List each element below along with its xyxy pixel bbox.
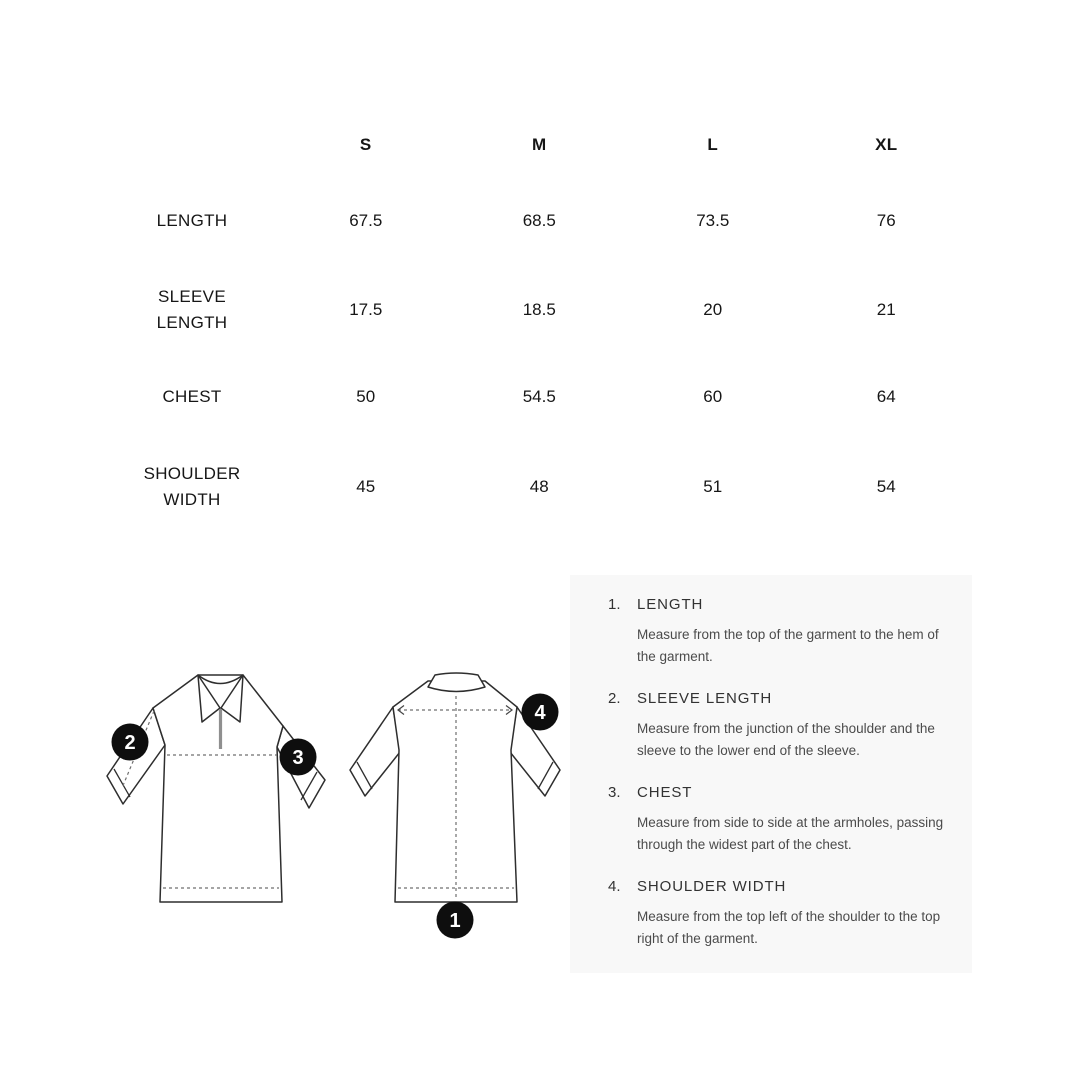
- cell-value: 76: [876, 211, 896, 230]
- marker-1-number: 1: [449, 910, 461, 932]
- cell-value: 21: [876, 300, 896, 319]
- marker-4-number: 4: [534, 702, 546, 724]
- back-left-sleeve: [350, 707, 400, 796]
- table-row-shoulder-width: [0, 460, 1080, 514]
- marker-3-badge: [280, 739, 317, 776]
- row-label: CHEST: [162, 387, 222, 406]
- definition-item-length: [608, 595, 972, 668]
- cell-value: 73.5: [696, 211, 730, 230]
- definition-number: 3.: [608, 784, 621, 801]
- definition-term: CHEST: [637, 784, 693, 801]
- column-header-s: S: [359, 135, 372, 154]
- column-header-m: M: [532, 135, 547, 154]
- definition-number: 1.: [608, 596, 621, 613]
- definition-description: Measure from the junction of the shoulder and the sleeve to the lower end of the sleeve.: [637, 721, 935, 758]
- table-row-length: [0, 206, 1080, 236]
- row-label: SHOULDER WIDTH: [143, 464, 241, 509]
- definition-term: LENGTH: [637, 596, 704, 613]
- cell-value: 67.5: [349, 211, 383, 230]
- cell-value: 18.5: [522, 300, 556, 319]
- cell-value: 54: [876, 477, 896, 496]
- cell-value: 50: [356, 387, 376, 406]
- definition-number: 4.: [608, 878, 621, 895]
- front-shirt-drawing: [107, 675, 325, 902]
- measurement-definitions-panel: [570, 575, 972, 973]
- definition-term: SLEEVE LENGTH: [637, 690, 773, 707]
- cell-value: 51: [703, 477, 723, 496]
- row-label: SLEEVE LENGTH: [156, 287, 228, 332]
- table-row-sleeve-length: [0, 283, 1080, 337]
- definition-item-chest: [608, 783, 972, 856]
- size-chart-header-row: [0, 130, 1080, 160]
- table-row-chest: [0, 382, 1080, 412]
- column-header-xl: XL: [875, 135, 898, 154]
- column-header-l: L: [707, 135, 719, 154]
- marker-4-badge: [522, 694, 559, 731]
- cell-value: 20: [703, 300, 723, 319]
- marker-2-number: 2: [124, 732, 136, 754]
- back-body: [393, 681, 517, 902]
- definition-item-sleeve-length: [608, 689, 972, 762]
- cell-value: 54.5: [522, 387, 556, 406]
- cell-value: 68.5: [522, 211, 556, 230]
- definition-term: SHOULDER WIDTH: [637, 878, 787, 895]
- marker-2-badge: [112, 724, 149, 761]
- cell-value: 64: [876, 387, 896, 406]
- definition-description: Measure from the top of the garment to the hem of the garment.: [637, 627, 939, 664]
- cell-value: 17.5: [349, 300, 383, 319]
- definition-number: 2.: [608, 690, 621, 707]
- cell-value: 60: [703, 387, 723, 406]
- definition-item-shoulder-width: [608, 877, 972, 950]
- cell-value: 48: [529, 477, 549, 496]
- definition-description: Measure from the top left of the shoulder to the top right of the garment.: [637, 909, 941, 946]
- garment-measurement-diagram: [85, 648, 585, 978]
- definition-description: Measure from side to side at the armholes, passing through the widest part of the chest.: [637, 815, 944, 852]
- marker-3-number: 3: [292, 747, 304, 769]
- marker-1-badge: [437, 902, 474, 939]
- back-collar-band: [428, 673, 485, 692]
- cell-value: 45: [356, 477, 376, 496]
- row-label: LENGTH: [156, 211, 228, 230]
